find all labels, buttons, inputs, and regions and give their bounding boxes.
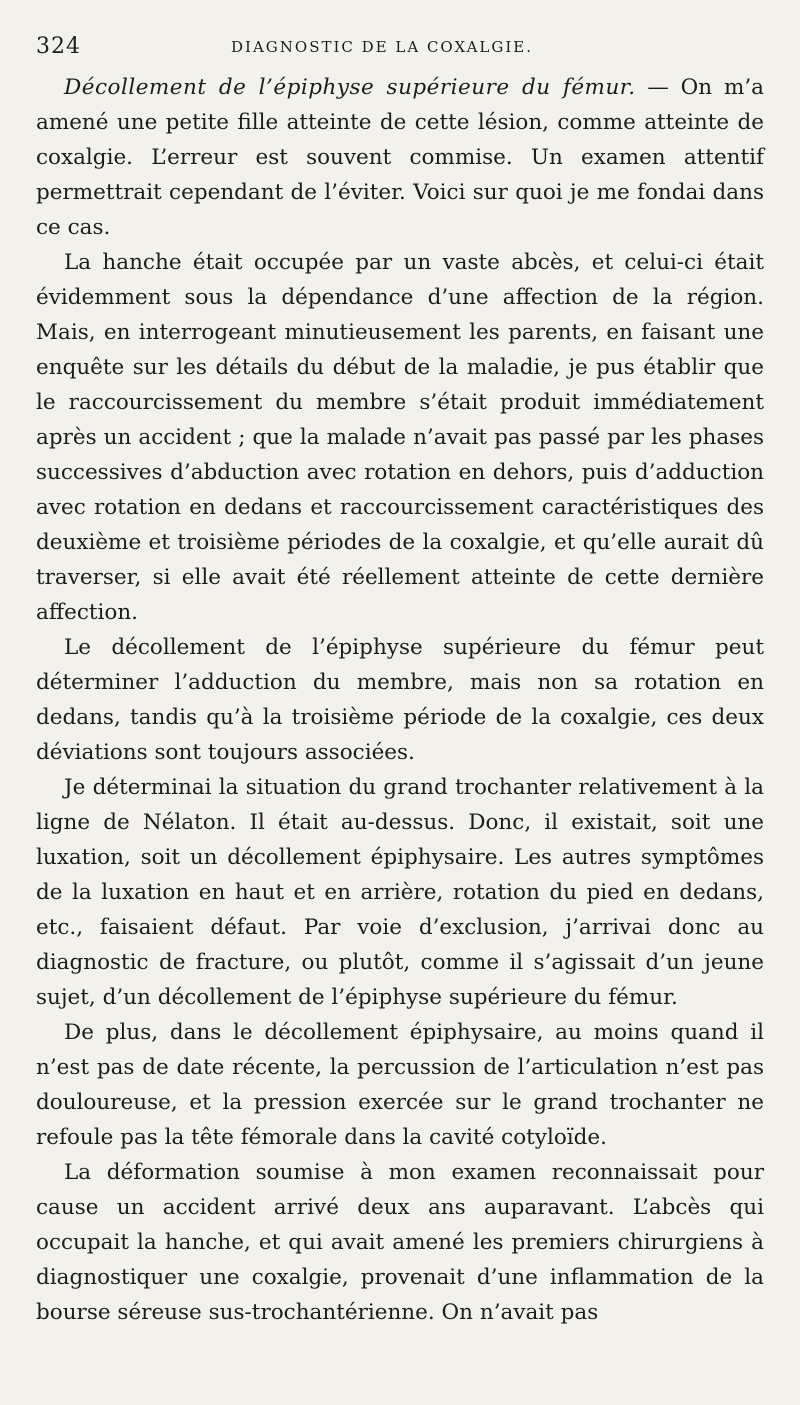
paragraph-3: Le décollement de l’épiphyse supérieure du fémur peut déterminer l’adduction du membre, mais non sa rotation en dedans, tandis qu’à la troisième période de la coxalgie, ces deux déviations sont toujours associées. [36, 635, 764, 765]
paragraph-4: Je déterminai la situation du grand trochanter relativement à la ligne de Nélaton. Il était au-dessus. Donc, il existait, soit une luxation, soit un décollement épiphysaire. Les autres symptômes de la luxation en haut et en arrière, rotation du pied en dedans, etc., faisaient défaut. Par voie d’exclusion, j’arrivai donc au diagnostic de fracture, ou plutôt, comme il s’agissait d’un jeune sujet, d’un décollement de l’épiphyse supérieure du fémur. [36, 775, 764, 1010]
paragraph-6: La déformation soumise à mon examen reconnaissait pour cause un accident arrivé deux ans auparavant. L’abcès qui occupait la hanche, et qui avait amené les premiers chirurgiens à diagnostiquer une coxalgie, provenait d’une inflammation de la bourse séreuse sus-trochantérienne. On n’avait pas [36, 1160, 764, 1325]
page-number: 324 [36, 34, 81, 59]
running-title: DIAGNOSTIC DE LA COXALGIE. [231, 38, 534, 56]
paragraph-text: — On m’a amené une petite fille atteinte de cette lésion, comme atteinte de coxalgie. L’erreur est souvent commise. Un examen attentif permettrait cependant de l’éviter. Voici sur quoi je me fondai dans ce cas. [36, 75, 765, 240]
paragraph-2: La hanche était occupée par un vaste abcès, et celui-ci était évidemment sous la dépendance d’une affection de la région. Mais, en interrogeant minutieusement les parents, en faisant une enquête sur les détails du début de la maladie, je pus établir que le raccourcissement du membre s’était produit immédiatement après un accident ; que la malade n’avait pas passé par les phases successives d’abduction avec rotation en dehors, puis d’adduction avec rotation en dedans et raccourcissement caractéristiques des deuxième et troisième périodes de la coxalgie, et qu’elle aurait dû traverser, si elle avait été réellement atteinte de cette dernière affection. [36, 250, 764, 625]
paragraph-5: De plus, dans le décollement épiphysaire, au moins quand il n’est pas de date récente, la percussion de l’articulation n’est pas douloureuse, et la pression exercée sur le grand trochanter ne refoule pas la tête fémorale dans la cavité cotyloïde. [36, 1020, 764, 1150]
running-head [36, 30, 764, 70]
section-title: Décollement de l’épiphyse supérieure du fémur. [64, 75, 636, 100]
body-text [36, 70, 764, 1330]
paragraph-1 [36, 70, 764, 245]
